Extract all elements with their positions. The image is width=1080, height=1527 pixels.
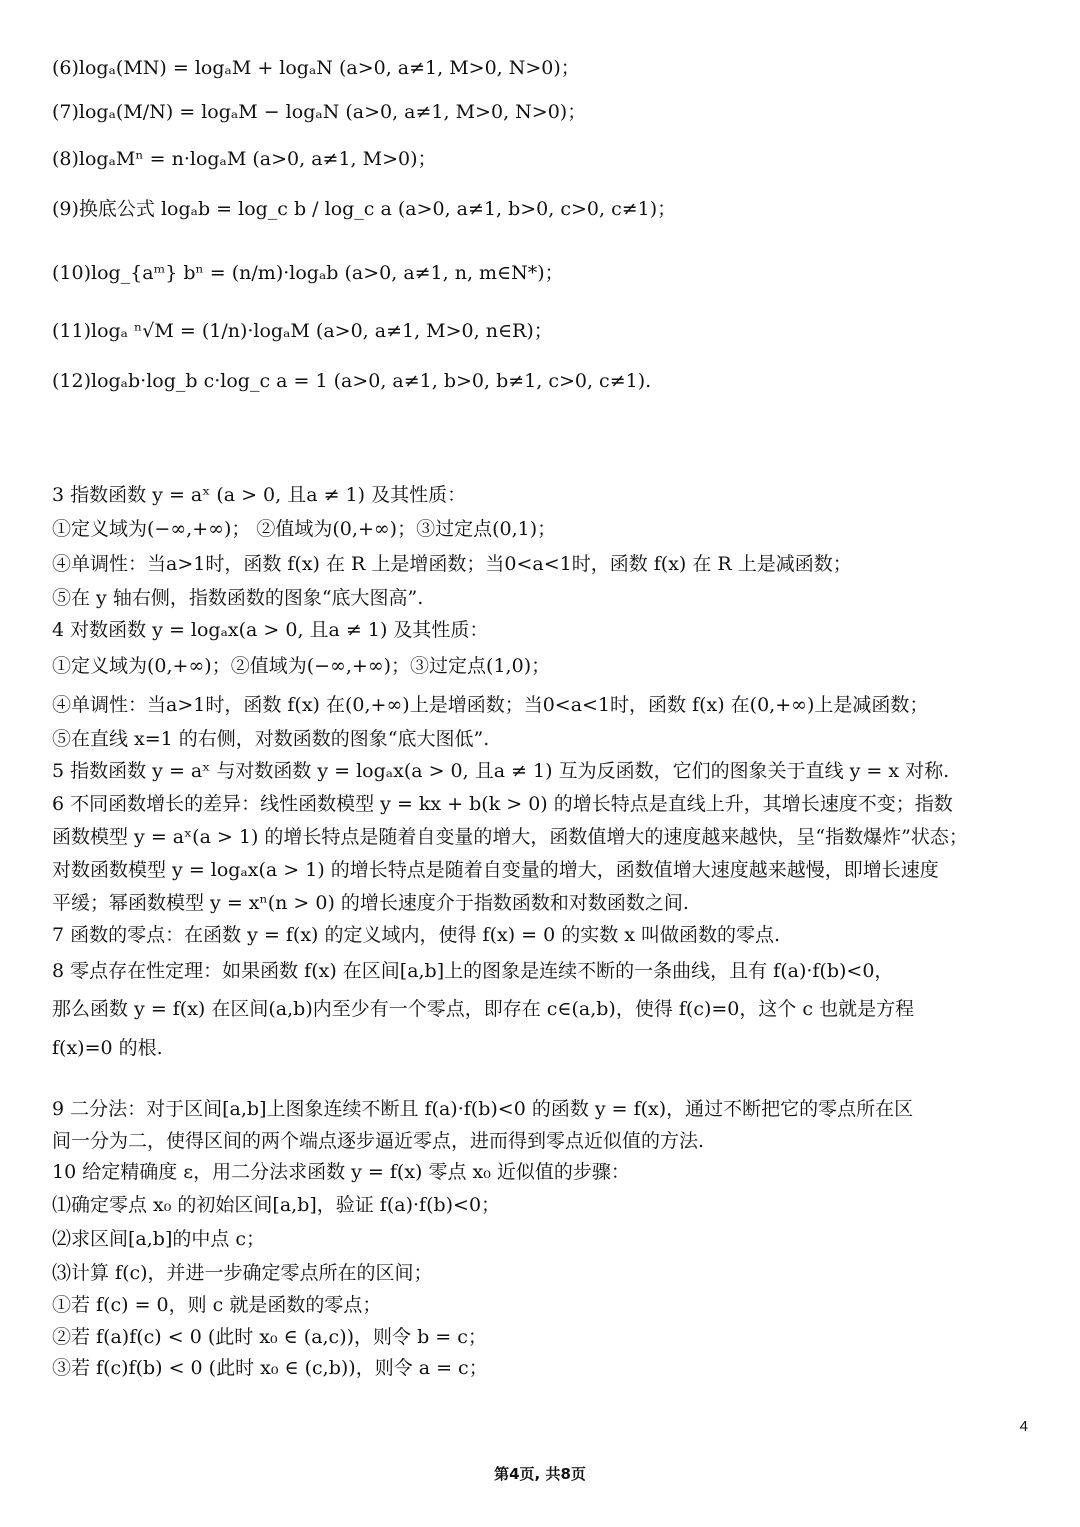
text-line: 3 指数函数 y = aˣ (a > 0, 且a ≠ 1) 及其性质： (52, 484, 467, 506)
text-line: ④单调性：当a>1时，函数 f(x) 在 R 上是增函数；当0<a<1时，函数 f(x) 在 R 上是减函数； (52, 553, 852, 575)
text-line: 对数函数模型 y = logₐx(a > 1) 的增长特点是随着自变量的增大，函数值增大速度越来越慢，即增长速度 (52, 859, 939, 881)
text-line: ⑤在 y 轴右侧，指数函数的图象“底大图高”. (52, 587, 424, 609)
page-number: 4 (1019, 1418, 1028, 1435)
text-line: 4 对数函数 y = logₐx(a > 0, 且a ≠ 1) 及其性质： (52, 619, 489, 641)
formula-10: (10)log_{aᵐ} bⁿ = (n/m)·logₐb (a>0, a≠1, n, m∈N*)； (52, 262, 564, 284)
text-line: 8 零点存在性定理：如果函数 f(x) 在区间[a,b]上的图象是连续不断的一条曲线，且有 f(a)·f(b)<0， (52, 960, 894, 982)
text-line: 那么函数 y = f(x) 在区间(a,b)内至少有一个零点，即存在 c∈(a,b)，使得 f(c)=0，这个 c 也就是方程 (52, 998, 915, 1020)
formula-6: (6)logₐ(MN) = logₐM + logₐN (a>0, a≠1, M>0, N>0)； (52, 57, 580, 79)
text-line: ①若 f(c) = 0，则 c 就是函数的零点； (52, 1294, 382, 1316)
text-line: ①定义域为(0,+∞)；②值域为(−∞,+∞)；③过定点(1,0)； (52, 655, 551, 677)
formula-7: (7)logₐ(M/N) = logₐM − logₐN (a>0, a≠1, M>0, N>0)； (52, 101, 587, 123)
text-line: 平缓；幂函数模型 y = xⁿ(n > 0) 的增长速度介于指数函数和对数函数之间. (52, 892, 689, 914)
text-line: ⑶计算 f(c)，并进一步确定零点所在的区间； (52, 1262, 433, 1284)
formula-9: (9)换底公式 logₐb = log_c b / log_c a (a>0, a≠1, b>0, c>0, c≠1)； (52, 198, 677, 220)
text-line: 6 不同函数增长的差异：线性函数模型 y = kx + b(k > 0) 的增长特点是直线上升，其增长速度不变；指数 (52, 793, 953, 815)
text-line: 9 二分法：对于区间[a,b]上图象连续不断且 f(a)·f(b)<0 的函数 y = f(x)，通过不断把它的零点所在区 (52, 1098, 914, 1120)
text-line: ①定义域为(−∞,+∞)； ②值域为(0,+∞)；③过定点(0,1)； (52, 518, 557, 540)
formula-11: (11)logₐ ⁿ√M = (1/n)·logₐM (a>0, a≠1, M>0, n∈R)； (52, 320, 553, 342)
text-line: 函数模型 y = aˣ(a > 1) 的增长特点是随着自变量的增大，函数值增大的速度越来越快，呈“指数爆炸”状态； (52, 826, 968, 848)
text-line: 5 指数函数 y = aˣ 与对数函数 y = logₐx(a > 0, 且a ≠ 1) 互为反函数，它们的图象关于直线 y = x 对称. (52, 760, 950, 782)
formula-12: (12)logₐb·log_b c·log_c a = 1 (a>0, a≠1, b>0, b≠1, c>0, c≠1). (52, 370, 652, 392)
text-line: ⑵求区间[a,b]的中点 c； (52, 1228, 266, 1250)
text-line: 10 给定精确度 ε，用二分法求函数 y = f(x) 零点 x₀ 近似值的步骤： (52, 1161, 630, 1183)
page-footer: 第4页, 共8页 (494, 1465, 586, 1483)
text-line: 7 函数的零点：在函数 y = f(x) 的定义域内，使得 f(x) = 0 的实数 x 叫做函数的零点. (52, 924, 781, 946)
text-line: ④单调性：当a>1时，函数 f(x) 在(0,+∞)上是增函数；当0<a<1时，函数 f(x) 在(0,+∞)上是减函数； (52, 694, 929, 716)
formula-8: (8)logₐMⁿ = n·logₐM (a>0, a≠1, M>0)； (52, 148, 437, 170)
text-line: ②若 f(a)f(c) < 0 (此时 x₀ ∈ (a,c))，则令 b = c； (52, 1326, 487, 1348)
text-line: 间一分为二，使得区间的两个端点逐步逼近零点，进而得到零点近似值的方法. (52, 1130, 705, 1152)
text-line: ⑴确定零点 x₀ 的初始区间[a,b]，验证 f(a)·f(b)<0； (52, 1194, 501, 1216)
text-line: ③若 f(c)f(b) < 0 (此时 x₀ ∈ (c,b))，则令 a = c； (52, 1357, 488, 1379)
text-line: ⑤在直线 x=1 的右侧，对数函数的图象“底大图低”. (52, 728, 490, 750)
text-line: f(x)=0 的根. (52, 1037, 163, 1059)
